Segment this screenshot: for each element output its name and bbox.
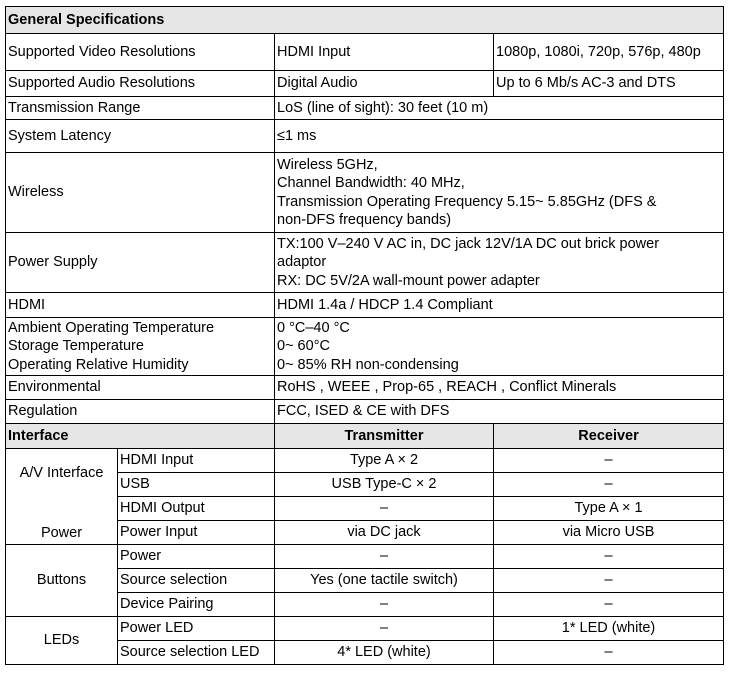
item-cell: Device Pairing [118,593,275,617]
item-cell: USB [118,473,275,497]
general-title: General Specifications [6,7,724,34]
video-type: HDMI Input [275,34,494,71]
table-row [6,449,724,473]
power-supply-row [6,233,724,293]
tx-cell: – [275,497,494,521]
tx-cell: – [275,593,494,617]
rx-cell: – [494,641,724,665]
table-row [6,497,724,521]
latency-label: System Latency [6,120,275,153]
receiver-header: Receiver [494,424,724,449]
item-cell: Source selection LED [118,641,275,665]
hdmi-value: HDMI 1.4a / HDCP 1.4 Compliant [275,293,724,318]
tx-cell: 4* LED (white) [275,641,494,665]
audio-value: Up to 6 Mb/s AC-3 and DTS [494,71,724,97]
rx-cell: – [494,449,724,473]
buttons-group: Buttons [6,545,118,617]
leds-group: LEDs [6,617,118,665]
wireless-row [6,153,724,233]
tx-cell: USB Type-C × 2 [275,473,494,497]
range-row [6,97,724,120]
audio-type: Digital Audio [275,71,494,97]
table-row [6,545,724,569]
temperature-row [6,318,724,376]
item-cell: Source selection [118,569,275,593]
av-interface-group: A/V Interface [6,449,118,497]
item-cell: Power Input [118,521,275,545]
range-label: Transmission Range [6,97,275,120]
video-row [6,34,724,71]
rx-cell: – [494,473,724,497]
regulation-label: Regulation [6,400,275,424]
general-header-row [6,7,724,34]
rx-cell: 1* LED (white) [494,617,724,641]
rx-cell: via Micro USB [494,521,724,545]
latency-value: ≤1 ms [275,120,724,153]
environmental-label: Environmental [6,376,275,400]
interface-header-row [6,424,724,449]
transmitter-header: Transmitter [275,424,494,449]
range-value: LoS (line of sight): 30 feet (10 m) [275,97,724,120]
hdmi-row [6,293,724,318]
wireless-label: Wireless [6,153,275,233]
regulation-value: FCC, ISED & CE with DFS [275,400,724,424]
tx-cell: Yes (one tactile switch) [275,569,494,593]
rx-cell: – [494,545,724,569]
environmental-value: RoHS , WEEE , Prop-65 , REACH , Conflict Minerals [275,376,724,400]
audio-label: Supported Audio Resolutions [6,71,275,97]
item-cell: HDMI Output [118,497,275,521]
table-row [6,617,724,641]
item-cell: Power [118,545,275,569]
tx-cell: Type A × 2 [275,449,494,473]
interface-title: Interface [6,424,275,449]
temperature-value: 0 °C–40 °C 0~ 60°C 0~ 85% RH non-condensing [275,318,724,376]
power-supply-value: TX:100 V–240 V AC in, DC jack 12V/1A DC out brick power adaptor RX: DC 5V/2A wall-mount power adapter [275,233,724,293]
latency-row [6,120,724,153]
spec-sheet [5,6,723,665]
hdmi-label: HDMI [6,293,275,318]
environmental-row [6,376,724,400]
wireless-value: Wireless 5GHz, Channel Bandwidth: 40 MHz, Transmission Operating Frequency 5.15~ 5.85GHz (DFS & non-DFS frequency bands) [275,153,724,233]
rx-cell: Type A × 1 [494,497,724,521]
tx-cell: via DC jack [275,521,494,545]
tx-cell: – [275,545,494,569]
rx-cell: – [494,569,724,593]
regulation-row [6,400,724,424]
spec-table [5,6,724,665]
item-cell: Power LED [118,617,275,641]
temperature-label: Ambient Operating Temperature Storage Temperature Operating Relative Humidity [6,318,275,376]
tx-cell: – [275,617,494,641]
power-group: Power [6,497,118,545]
item-cell: HDMI Input [118,449,275,473]
power-supply-label: Power Supply [6,233,275,293]
video-label: Supported Video Resolutions [6,34,275,71]
video-value: 1080p, 1080i, 720p, 576p, 480p [494,34,724,71]
rx-cell: – [494,593,724,617]
audio-row [6,71,724,97]
